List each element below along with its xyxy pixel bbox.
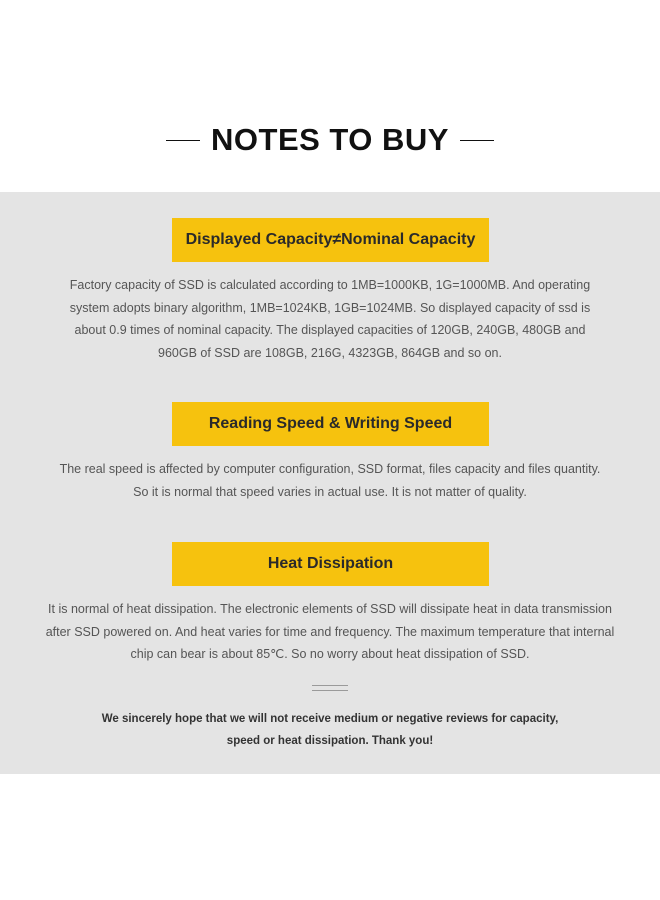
notes-panel <box>0 192 660 774</box>
closing-line: speed or heat dissipation. Thank you! <box>226 735 434 747</box>
text-line: It is normal of heat dissipation. The electronic elements of SSD will dissipate heat in data transmission <box>48 602 612 616</box>
page-title: NOTES TO BUY <box>211 122 449 157</box>
text-line: after SSD powered on. And heat varies for time and frequency. The maximum temperature that internal <box>45 624 615 639</box>
section-text-speed <box>20 458 640 503</box>
text-line: about 0.9 times of nominal capacity. The displayed capacities of 120GB, 240GB, 480GB and <box>74 323 586 337</box>
closing-note <box>20 708 640 752</box>
title-rule-right <box>460 140 494 141</box>
text-line: Factory capacity of SSD is calculated according to 1MB=1000KB, 1G=1000MB. And operating <box>69 278 591 292</box>
text-line: system adopts binary algorithm, 1MB=1024KB, 1GB=1024MB. So displayed capacity of ssd is <box>69 300 591 315</box>
closing-line: We sincerely hope that we will not receive medium or negative reviews for capacity, <box>101 713 559 725</box>
title-bar <box>0 118 660 162</box>
text-line: 960GB of SSD are 108GB, 216G, 4323GB, 864GB and so on. <box>158 345 502 360</box>
text-line: The real speed is affected by computer configuration, SSD format, files capacity and files quantity. <box>59 462 601 476</box>
title-rule-left <box>166 140 200 141</box>
section-banner-heat: Heat Dissipation <box>172 542 489 586</box>
text-line: So it is normal that speed varies in actual use. It is not matter of quality. <box>133 484 527 499</box>
section-text-heat <box>20 598 640 666</box>
section-text-capacity <box>20 274 640 364</box>
double-rule-divider <box>312 685 348 691</box>
section-banner-capacity: Displayed Capacity≠Nominal Capacity <box>172 218 489 262</box>
text-line: chip can bear is about 85℃. So no worry about heat dissipation of SSD. <box>130 647 530 661</box>
section-banner-speed: Reading Speed & Writing Speed <box>172 402 489 446</box>
